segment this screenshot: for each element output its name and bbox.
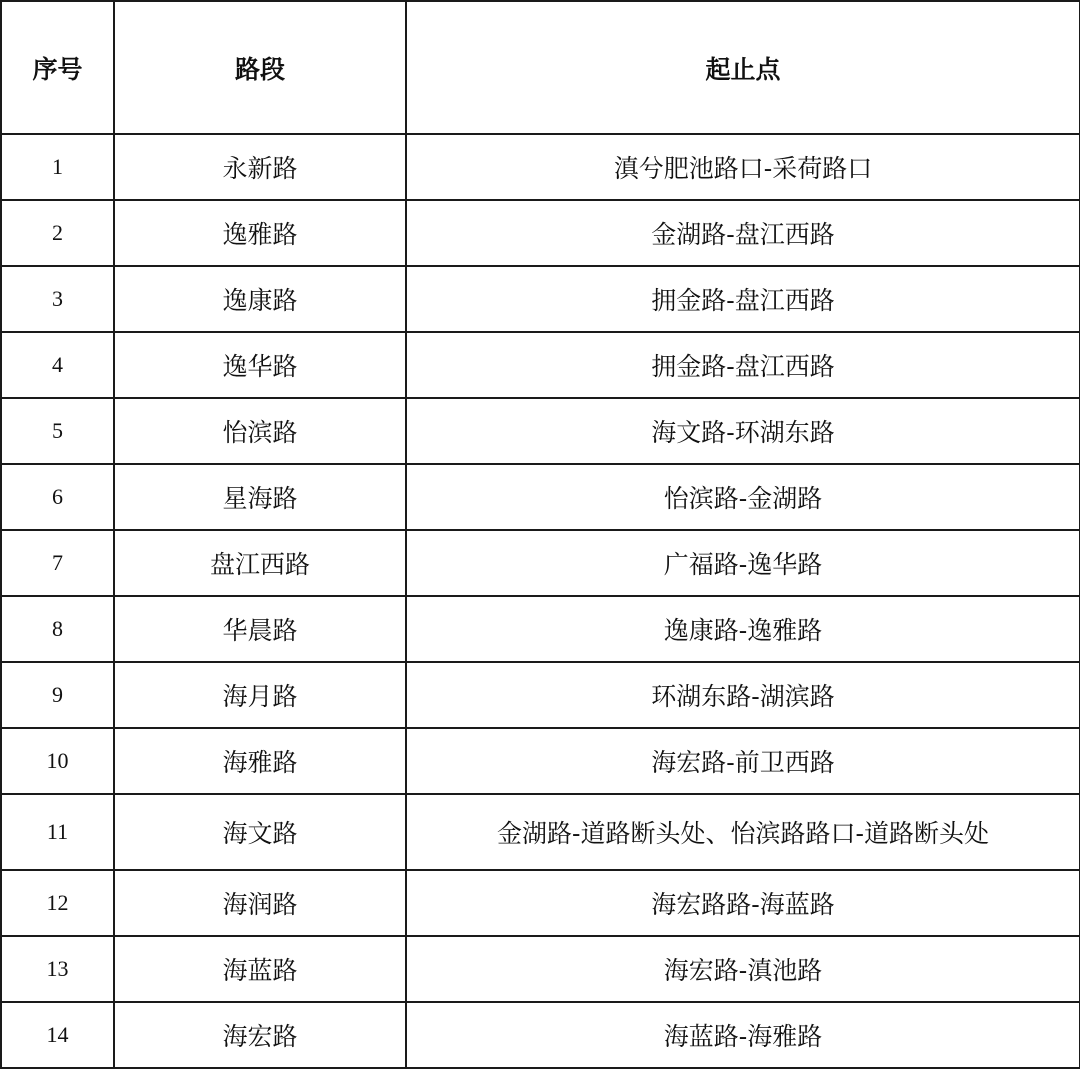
cell-start-end-points: 海宏路-滇池路: [406, 936, 1080, 1002]
cell-serial-number: 7: [1, 530, 114, 596]
cell-start-end-points: 环湖东路-湖滨路: [406, 662, 1080, 728]
table-row: [1, 794, 1080, 870]
cell-start-end-points: 拥金路-盘江西路: [406, 266, 1080, 332]
cell-start-end-points: 怡滨路-金湖路: [406, 464, 1080, 530]
table-row: [1, 870, 1080, 936]
cell-start-end-points: 金湖路-道路断头处、怡滨路路口-道路断头处: [406, 794, 1080, 870]
cell-road-section: 海文路: [114, 794, 406, 870]
cell-serial-number: 2: [1, 200, 114, 266]
table-row: [1, 596, 1080, 662]
cell-serial-number: 10: [1, 728, 114, 794]
cell-road-section: 海雅路: [114, 728, 406, 794]
cell-serial-number: 8: [1, 596, 114, 662]
table-row: [1, 398, 1080, 464]
cell-road-section: 永新路: [114, 134, 406, 200]
table-row: [1, 134, 1080, 200]
cell-serial-number: 11: [1, 794, 114, 870]
header-start-end-points: 起止点: [406, 1, 1080, 134]
table-row: [1, 200, 1080, 266]
cell-road-section: 逸华路: [114, 332, 406, 398]
cell-serial-number: 5: [1, 398, 114, 464]
cell-serial-number: 14: [1, 1002, 114, 1068]
table-row: [1, 530, 1080, 596]
cell-road-section: 海润路: [114, 870, 406, 936]
header-road-section: 路段: [114, 1, 406, 134]
cell-start-end-points: 海宏路-前卫西路: [406, 728, 1080, 794]
cell-start-end-points: 海宏路路-海蓝路: [406, 870, 1080, 936]
cell-start-end-points: 海蓝路-海雅路: [406, 1002, 1080, 1068]
cell-start-end-points: 逸康路-逸雅路: [406, 596, 1080, 662]
cell-road-section: 海蓝路: [114, 936, 406, 1002]
cell-start-end-points: 滇兮肥池路口-采荷路口: [406, 134, 1080, 200]
table-row: [1, 936, 1080, 1002]
cell-road-section: 怡滨路: [114, 398, 406, 464]
cell-road-section: 海月路: [114, 662, 406, 728]
cell-serial-number: 6: [1, 464, 114, 530]
cell-serial-number: 3: [1, 266, 114, 332]
cell-serial-number: 1: [1, 134, 114, 200]
cell-road-section: 海宏路: [114, 1002, 406, 1068]
header-serial-number: 序号: [1, 1, 114, 134]
table-row: [1, 1002, 1080, 1068]
cell-serial-number: 12: [1, 870, 114, 936]
cell-road-section: 逸雅路: [114, 200, 406, 266]
cell-road-section: 盘江西路: [114, 530, 406, 596]
cell-serial-number: 9: [1, 662, 114, 728]
cell-road-section: 华晨路: [114, 596, 406, 662]
cell-start-end-points: 拥金路-盘江西路: [406, 332, 1080, 398]
table-row: [1, 332, 1080, 398]
table-header-row: [1, 1, 1080, 134]
cell-road-section: 星海路: [114, 464, 406, 530]
cell-serial-number: 4: [1, 332, 114, 398]
table-row: [1, 728, 1080, 794]
table-row: [1, 266, 1080, 332]
table-row: [1, 464, 1080, 530]
cell-road-section: 逸康路: [114, 266, 406, 332]
table-row: [1, 662, 1080, 728]
cell-serial-number: 13: [1, 936, 114, 1002]
cell-start-end-points: 海文路-环湖东路: [406, 398, 1080, 464]
cell-start-end-points: 广福路-逸华路: [406, 530, 1080, 596]
cell-start-end-points: 金湖路-盘江西路: [406, 200, 1080, 266]
